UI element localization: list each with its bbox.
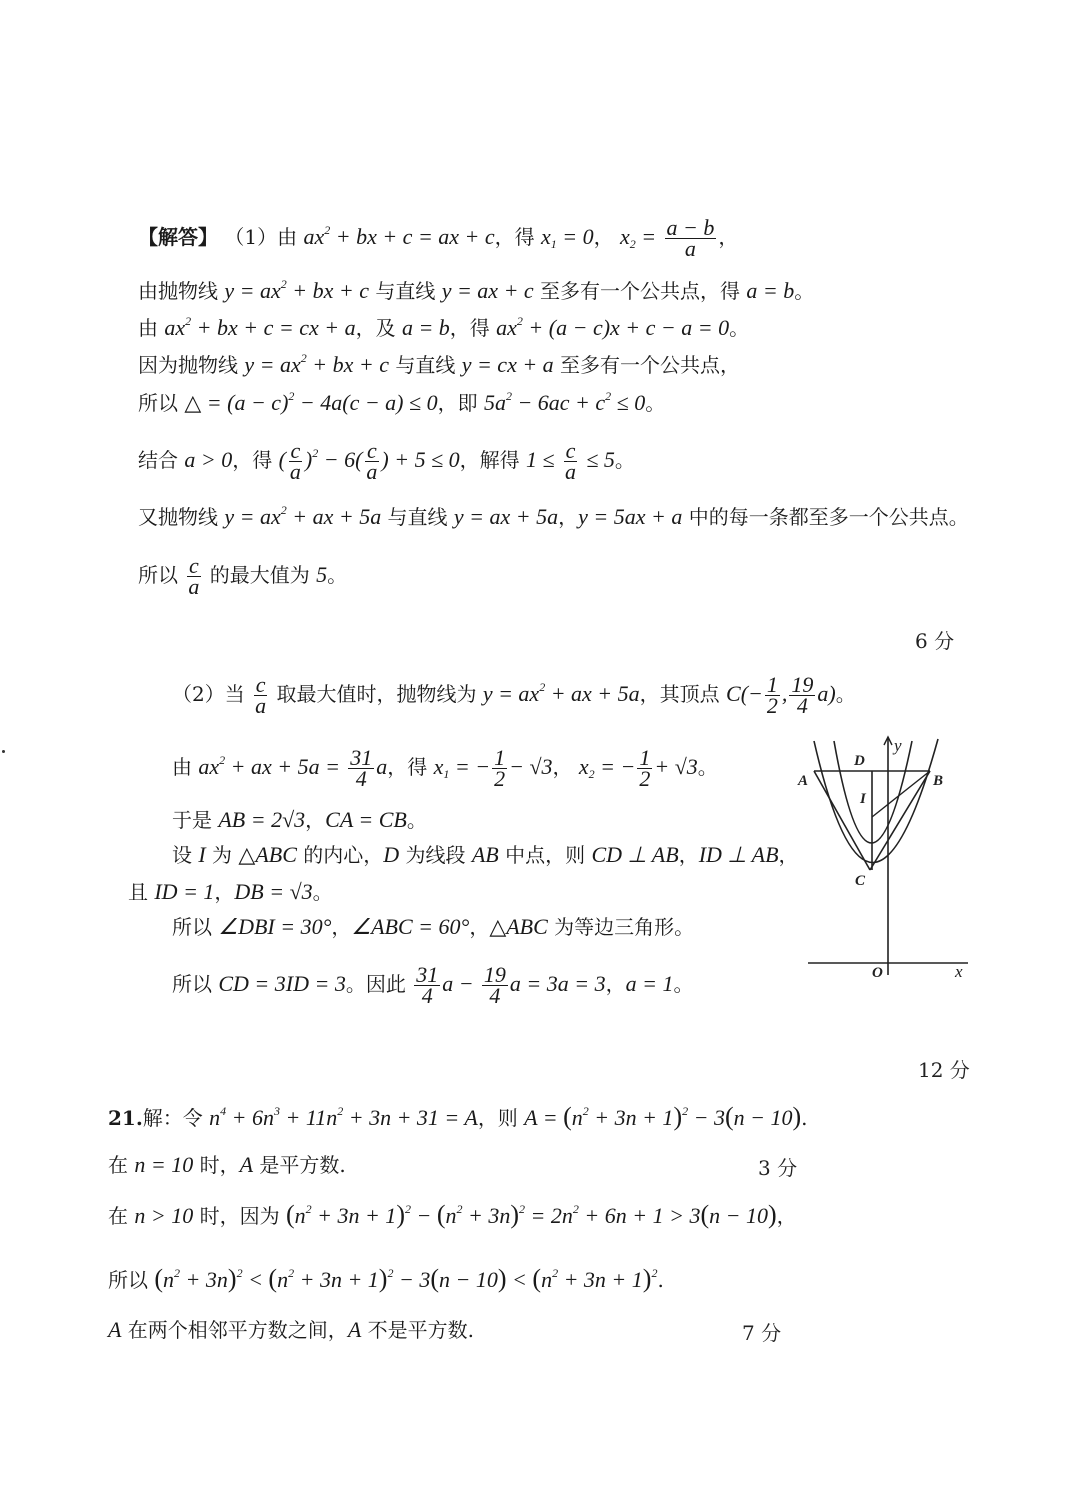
q21-line-1: 21.解：令 $n^4 + 6n^3 + 11n^2 + 3n + 31 = A$，则 $A = (n^2 + 3n + 1)^2 - 3(n - 10)$. xyxy=(108,1102,808,1131)
answer-line-5: 所以 △ = $(a - c)^2 - 4a(c - a) \le 0$，即 $5a^2 - 6ac + c^2 \le 0$。 xyxy=(138,389,666,415)
label-o: O xyxy=(872,965,883,981)
answer-line-4: 因为抛物线 $y = ax^2$ + bx + c 与直线 y = cx + a 至多有一个公共点， xyxy=(138,351,741,377)
segment-bc xyxy=(870,771,930,870)
segment-ac xyxy=(814,771,870,870)
label-d: D xyxy=(854,753,865,769)
score-6: 6 分 xyxy=(915,629,955,653)
q21-number: 21. xyxy=(108,1106,143,1130)
label-i: I xyxy=(860,791,866,807)
score-3: 3 分 xyxy=(758,1156,798,1180)
label-x: x xyxy=(955,962,963,981)
parabola-outer xyxy=(814,739,938,863)
sub-question-1: （1） xyxy=(224,225,278,249)
answer-line-6: 结合 a > 0，得 ( $\frac{c}{a}$ )$^2$ − 6( $\frac{c}{a}$ ) + 5 ≤ 0，解得 1 ≤ $\frac{c}{a}$ ≤ 5。 xyxy=(138,438,635,484)
scan-speck xyxy=(2,750,5,753)
part2-line-1: （2）当 $\frac{c}{a}$ 取最大值时，抛物线为 $y = ax^2$ + ax + 5a，其顶点 C(− $\frac{1}{2}$ , $\frac{19}{4}$ a)。 xyxy=(172,672,856,718)
label-c: C xyxy=(855,873,866,889)
sub-question-2: （2） xyxy=(172,682,225,706)
part2-line-5: 且 ID = 1，DB = √3。 xyxy=(128,879,333,904)
q21-jie: 解： xyxy=(142,1106,183,1130)
label-y: y xyxy=(894,736,902,755)
answer-line-1: 【解答】 （1）由 $ax^2$ + bx + c = ax + c，得 $x_1 = 0$， $x_2$ = $\frac{a - b}{a}$ ， xyxy=(138,215,739,261)
q21-line-4: 所以 $(n^2 + 3n)^2 < (n^2 + 3n + 1)^2 - 3(n - 10) < (n^2 + 3n + 1)^2$. xyxy=(108,1264,664,1293)
q21-line-2: 在 n = 10 时，A 是平方数. xyxy=(108,1152,346,1177)
part2-line-7: 所以 CD = 3ID = 3。因此 $\frac{31}{4}$ a − $\frac{19}{4}$ a = 3a = 3，a = 1。 xyxy=(172,962,694,1008)
part2-line-6: 所以 ∠DBI = 30°，∠ABC = 60°，△ABC 为等边三角形。 xyxy=(172,914,695,939)
part2-line-4: 设 I 为 △ABC 的内心，D 为线段 AB 中点，则 CD ⊥ AB，ID ⊥ AB， xyxy=(172,842,799,867)
answer-line-3: 由 $ax^2$ + bx + c = cx + a，及 a = b，得 $ax^2 + (a - c)x + c - a = 0$。 xyxy=(138,314,750,340)
part2-line-3: 于是 AB = 2√3，CA = CB。 xyxy=(172,807,427,832)
answer-line-7: 又抛物线 $y = ax^2$ + ax + 5a 与直线 y = ax + 5a，y = 5ax + a 中的每一条都至多一个公共点。 xyxy=(138,503,969,529)
label-b: B xyxy=(933,773,944,789)
q21-line-5: A 在两个相邻平方数之间，A 不是平方数. xyxy=(108,1317,474,1342)
score-12: 12 分 xyxy=(918,1058,970,1082)
part2-line-2: 由 $ax^2$ + ax + 5a = $\frac{31}{4}$ a，得 $x_1$ = − $\frac{1}{2}$ − √3， $x_2$ = − $\frac{1}{2}$ + √3。 xyxy=(172,745,718,791)
parabola-figure xyxy=(800,735,980,985)
answer-line-8: 所以 $\frac{c}{a}$ 的最大值为 5。 xyxy=(138,553,348,599)
answer-header: 【解答】 xyxy=(138,225,218,249)
q21-line-3: 在 n > 10 时，因为 $(n^2 + 3n + 1)^2 - (n^2 + 3n)^2 = 2n^2 + 6n + 1 > 3(n - 10)$， xyxy=(108,1200,797,1229)
label-a: A xyxy=(798,773,809,789)
answer-line-2: 由抛物线 $y = ax^2$ + bx + c 与直线 y = ax + c 至多有一个公共点，得 a = b。 xyxy=(138,277,815,303)
score-7: 7 分 xyxy=(742,1321,782,1345)
